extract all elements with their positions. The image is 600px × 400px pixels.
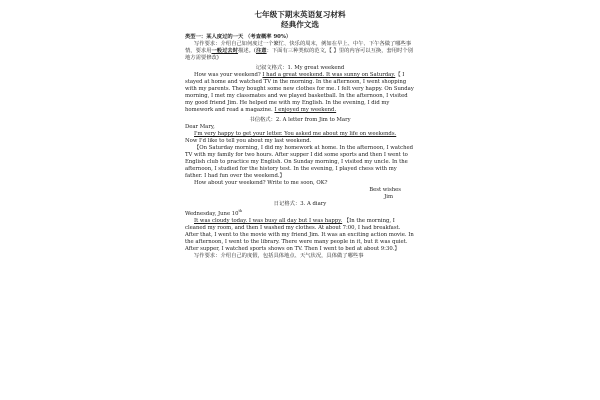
essay-1-body: 【 I stayed at home and watched TV in the morning. In the afternoon, I went shopping with my parents. They bought some new clothes for me. I felt very happy. On Sunday morning, I met my classmates and we played basketball. In the afternoon, I visited my good friend Jim. He helped me with my English. In the evening, I did my homework and read a magazine.	[185, 72, 414, 113]
document-body	[185, 10, 415, 260]
req-text-a: 写作要求：介绍自己如何度过一个繁忙、快乐的周末，例如在早上、中午、	[194, 41, 369, 47]
letter-signature: Jim	[384, 194, 393, 200]
section-heading: 类型一：某人度过的一天 （考查概率 90%）	[185, 34, 292, 40]
diary-date	[185, 208, 415, 218]
req-note: 注意	[255, 48, 267, 54]
letter-body	[185, 145, 415, 180]
essay-1-ending: I enjoyed my weekend.	[274, 107, 337, 113]
diary-date-suffix: th	[238, 209, 243, 213]
essay-2-caption: 书信格式：2. A letter from Jim to Mary	[249, 117, 351, 123]
letter-bracket: 】	[279, 173, 285, 179]
essay-1-caption: 记叙文格式：1. My great weekend	[255, 65, 345, 71]
req-text-b: 下午各做了哪些事情，要求用	[185, 41, 412, 54]
writing-requirement-2: 写作要求：介绍自己的度假，包括具体地点、天气状况，具体做了哪些事	[194, 252, 364, 259]
document-title: 七年级下期末英语复习材料	[254, 10, 346, 19]
letter-intro: Now I'd like to tell you about my last weekend.	[185, 138, 312, 144]
diary-body	[185, 218, 415, 253]
essay-1-question: How was your weekend?	[194, 72, 261, 78]
req-text-g: 文,【 】里的内容可以互换，套用时个别地方需要修改)	[185, 48, 413, 61]
diary-date-text: Wednesday, June 10	[185, 210, 239, 217]
letter-close: How about your weekend? Write to me soon, OK?	[194, 180, 328, 186]
document-subtitle: 经典作文选	[281, 19, 319, 29]
letter-greeting: Dear Mary,	[185, 124, 215, 130]
writing-requirement	[185, 41, 415, 62]
essay-1-paragraph	[185, 72, 415, 114]
diary-body-text: 【In the morning, I cleaned my room, and then I washed my clothes. At about 7:00, I had breakfast. After that, I went to the movie with my friend Jim. It was an exciting action movie. In the afternoon, I went to the library. There were many people in it, but it was quiet. After supper, I watched sports shows on TV. Then I went to bed at about 9:30.】	[185, 217, 414, 252]
req-text-f: ：下面有三种类似的范	[266, 48, 320, 54]
diary-opening: It was cloudy today. I was busy all day but I was happy.	[194, 217, 343, 224]
essay-3-caption: 日记格式：3. A diary	[273, 201, 327, 207]
letter-signoff: Best wishes	[369, 187, 401, 193]
letter-body-text: 【On Saturday morning, I did my homework at home. In the afternoon, I watched TV with my family for two hours. After supper I did some sports and then I went to English club to practice my English. On Sunday morning, I visited my uncle. In the afternoon, I studied for the history test. In the evening, I played chess with my father. I had fun over the weekend.	[185, 145, 414, 179]
essay-1-topic-sentence: I had a great weekend. It was sunny on Saturday.	[262, 72, 396, 78]
req-tense: 一般过去时	[211, 48, 238, 54]
letter-opening: I'm very happy to get your letter. You asked me about my life on weekends.	[194, 131, 397, 137]
req-text-d: 描述。(	[238, 48, 256, 54]
